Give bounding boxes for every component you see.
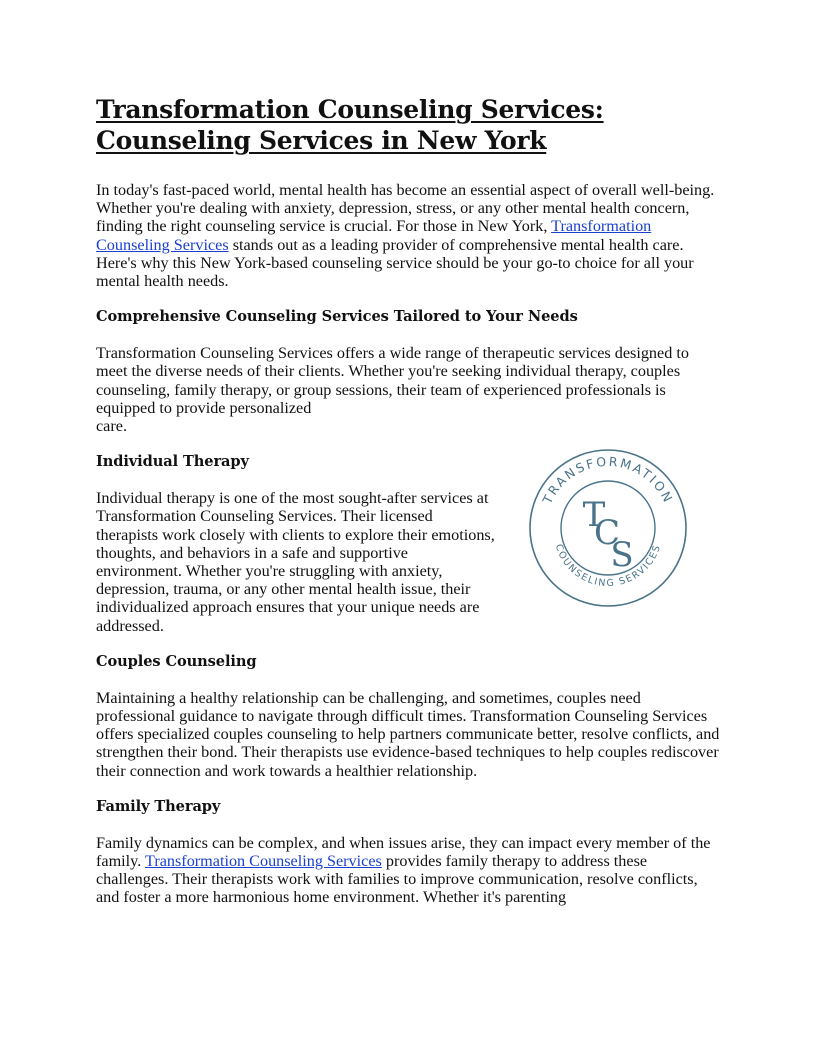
title-line-2: Counseling Services in New York	[96, 126, 547, 155]
intro-paragraph	[96, 181, 722, 290]
comprehensive-heading: Comprehensive Counseling Services Tailored to Your Needs	[96, 308, 578, 326]
individual-heading: Individual Therapy	[96, 453, 249, 471]
tcs-logo	[528, 448, 688, 608]
family-text-end: provides family therapy to address these challenges. Their therapists work with families to improve communication, resolve conflicts, and foster a more harmonious home environment. Whether it's parenting	[96, 852, 698, 907]
title-line-1: Transformation Counseling Services:	[96, 95, 604, 124]
intro-text-start: In today's fast-paced world, mental health has become an essential aspect of overall well-being. Whether you're dealing with anxiety, depression, stress, or any other mental health concern, finding the right counseling service is crucial. For those in New York,	[96, 181, 715, 236]
family-paragraph	[96, 834, 722, 907]
page-title	[96, 94, 722, 156]
couples-paragraph: Maintaining a healthy relationship can be challenging, and sometimes, couples need professional guidance to navigate through difficult times. Transformation Counseling Services offers specialized couples counseling to help partners communicate better, resolve conflicts, and strengthen their bond. Their therapists use evidence-based techniques to help couples rediscover their connection and work towards a healthier relationship.	[96, 688, 720, 780]
intro-tcs-link[interactable]: Transformation Counseling Services	[96, 217, 652, 254]
intro-text-end: stands out as a leading provider of comprehensive mental health care. Here's why this New York-based counseling service should be your go-to choice for all your mental health needs.	[96, 235, 694, 291]
comprehensive-text: Transformation Counseling Services offers a wide range of therapeutic services designed to meet the diverse needs of their clients. Whether you're seeking individual therapy, couples counseling, family therapy, or group sessions, their team of experienced professionals is equipped to provide personalized	[96, 344, 689, 417]
tcs-logo-svg	[528, 448, 688, 608]
comprehensive-paragraph	[96, 344, 722, 435]
logo-letter-t: T	[582, 495, 606, 535]
comprehensive-text-end: care.	[96, 417, 127, 436]
logo-letter-c: C	[593, 513, 621, 553]
logo-top-arc-text: TRANSFORMATION	[539, 453, 677, 507]
family-text-start: Family dynamics can be complex, and when issues arise, they can impact every member of the family.	[96, 833, 711, 871]
logo-letter-s: S	[610, 535, 634, 575]
individual-paragraph: Individual therapy is one of the most sought-after services at Transformation Counseling Services. Their licensed therapists work closely with clients to explore their emotions, thoughts, and behaviors in a safe and supportive environment. Whether you're struggling with anxiety, depression, trauma, or any other mental health issue, their individualized approach ensures that your unique needs are addressed.	[96, 489, 495, 635]
couples-heading: Couples Counseling	[96, 652, 257, 670]
family-heading: Family Therapy	[96, 797, 221, 815]
family-tcs-link[interactable]: Transformation Counseling Services	[145, 852, 382, 871]
logo-bottom-arc-text: COUNSELING SERVICES	[552, 542, 664, 590]
